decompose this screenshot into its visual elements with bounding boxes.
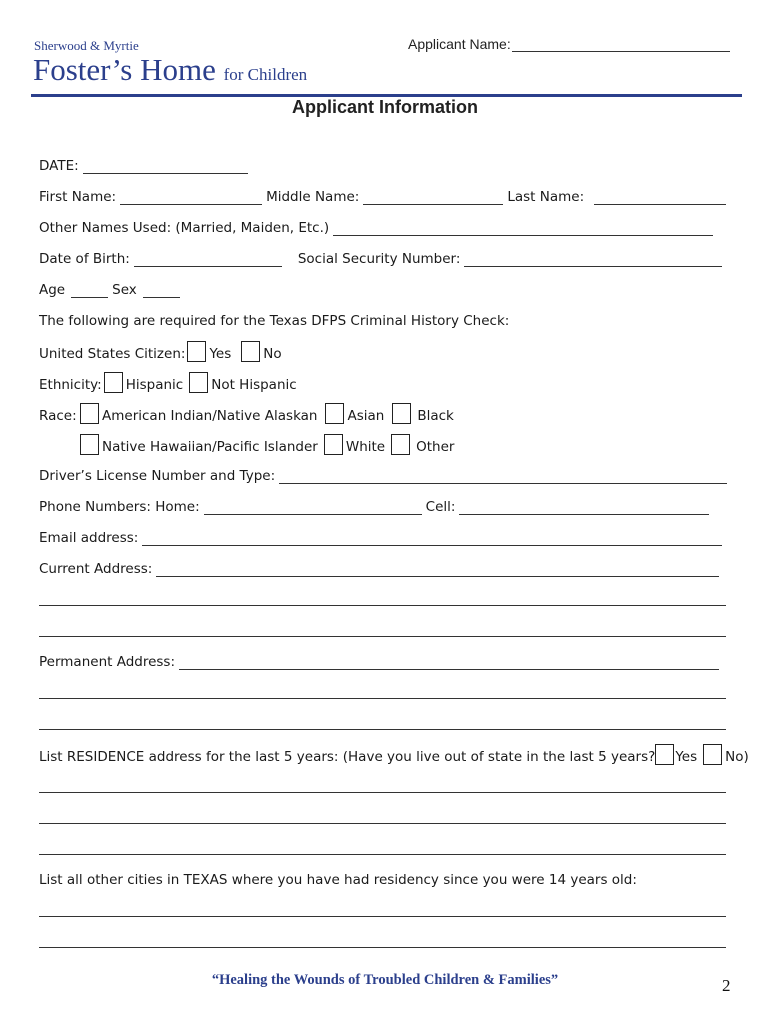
current-address-label: Current Address: bbox=[39, 561, 153, 577]
page-number: 2 bbox=[722, 976, 731, 995]
other-names-label: Other Names Used: (Married, Maiden, Etc.) bbox=[39, 220, 330, 236]
email-input[interactable] bbox=[142, 531, 722, 546]
ssn-input[interactable] bbox=[464, 252, 722, 267]
race-label: Race: bbox=[39, 408, 77, 424]
applicant-name-input[interactable] bbox=[512, 37, 730, 52]
dob-input[interactable] bbox=[134, 252, 282, 267]
black-checkbox[interactable] bbox=[392, 403, 411, 424]
asian-label: Asian bbox=[347, 408, 385, 424]
citizen-row bbox=[39, 340, 282, 362]
middle-name-label: Middle Name: bbox=[266, 189, 360, 205]
sex-input[interactable] bbox=[143, 283, 180, 298]
org-name-small: Sherwood & Myrtie bbox=[34, 38, 139, 53]
citizen-no-label: No bbox=[263, 346, 282, 362]
citizen-no-checkbox[interactable] bbox=[241, 341, 260, 362]
current-address-input[interactable] bbox=[156, 562, 719, 577]
residence-line-1[interactable] bbox=[39, 792, 726, 793]
date-label: DATE: bbox=[39, 158, 79, 174]
other-race-label: Other bbox=[416, 439, 455, 455]
residence-line-3[interactable] bbox=[39, 854, 726, 855]
asian-checkbox[interactable] bbox=[325, 403, 344, 424]
last-name-input[interactable] bbox=[594, 190, 726, 205]
other-race-checkbox[interactable] bbox=[391, 434, 410, 455]
home-phone-label: Phone Numbers: Home: bbox=[39, 499, 200, 515]
hispanic-label: Hispanic bbox=[125, 377, 184, 393]
other-names-input[interactable] bbox=[333, 221, 713, 236]
residence-label: List RESIDENCE address for the last 5 years: (Have you live out of state in the last 5 years? bbox=[39, 749, 656, 765]
phone-row bbox=[39, 495, 709, 515]
not-hispanic-checkbox[interactable] bbox=[189, 372, 208, 393]
name-row bbox=[39, 185, 730, 205]
first-name-input[interactable] bbox=[120, 190, 262, 205]
home-phone-input[interactable] bbox=[204, 500, 422, 515]
permanent-address-input[interactable] bbox=[179, 655, 719, 670]
black-label: Black bbox=[417, 408, 454, 424]
american-indian-checkbox[interactable] bbox=[80, 403, 99, 424]
page-title: Applicant Information bbox=[292, 97, 478, 117]
applicant-name-label: Applicant Name: bbox=[408, 36, 511, 52]
texas-cities-line-2[interactable] bbox=[39, 947, 726, 948]
drivers-license-row bbox=[39, 464, 731, 484]
drivers-license-input[interactable] bbox=[279, 469, 727, 484]
residence-yes-label: Yes bbox=[675, 749, 698, 765]
citizen-yes-label: Yes bbox=[209, 346, 232, 362]
white-label: White bbox=[345, 439, 386, 455]
other-names-row bbox=[39, 216, 717, 236]
cell-phone-input[interactable] bbox=[459, 500, 709, 515]
citizen-label: United States Citizen: bbox=[39, 346, 186, 362]
hispanic-checkbox[interactable] bbox=[104, 372, 123, 393]
residence-line-2[interactable] bbox=[39, 823, 726, 824]
dfps-notice bbox=[39, 309, 509, 329]
sex-label: Sex bbox=[112, 282, 137, 298]
current-address-row bbox=[39, 557, 723, 577]
applicant-name-field bbox=[408, 36, 734, 52]
date-row bbox=[39, 154, 252, 174]
cell-phone-label: Cell: bbox=[425, 499, 456, 515]
residence-no-checkbox[interactable] bbox=[703, 744, 722, 765]
ethnicity-row bbox=[39, 371, 297, 393]
org-name-sub: for Children bbox=[223, 65, 308, 84]
texas-cities-label: List all other cities in TEXAS where you have had residency since you were 14 years old: bbox=[39, 872, 637, 888]
race-row-2 bbox=[39, 433, 454, 455]
dob-label: Date of Birth: bbox=[39, 251, 130, 267]
first-name-label: First Name: bbox=[39, 189, 117, 205]
dob-ssn-row bbox=[39, 247, 726, 267]
white-checkbox[interactable] bbox=[324, 434, 343, 455]
date-input[interactable] bbox=[83, 159, 248, 174]
drivers-license-label: Driver’s License Number and Type: bbox=[39, 468, 276, 484]
age-sex-row bbox=[39, 278, 184, 298]
texas-cities-line-1[interactable] bbox=[39, 916, 726, 917]
middle-name-input[interactable] bbox=[363, 190, 503, 205]
permanent-address-row bbox=[39, 650, 723, 670]
email-label: Email address: bbox=[39, 530, 139, 546]
dfps-notice-text: The following are required for the Texas DFPS Criminal History Check: bbox=[39, 313, 510, 329]
ethnicity-label: Ethnicity: bbox=[39, 377, 102, 393]
texas-cities-row bbox=[39, 868, 637, 888]
native-hawaiian-label: Native Hawaiian/Pacific Islander bbox=[102, 439, 318, 455]
permanent-address-line-3[interactable] bbox=[39, 729, 726, 730]
residence-yes-checkbox[interactable] bbox=[655, 744, 674, 765]
current-address-line-3[interactable] bbox=[39, 636, 726, 637]
native-hawaiian-checkbox[interactable] bbox=[80, 434, 99, 455]
current-address-line-2[interactable] bbox=[39, 605, 726, 606]
race-row-1 bbox=[39, 402, 454, 424]
residence-row bbox=[39, 743, 749, 765]
american-indian-label: American Indian/Native Alaskan bbox=[102, 408, 318, 424]
org-name-main: Foster’s Home bbox=[33, 52, 216, 87]
org-name-large bbox=[33, 54, 307, 85]
footer-quote: “Healing the Wounds of Troubled Children & Families” bbox=[211, 972, 559, 988]
ssn-label: Social Security Number: bbox=[297, 251, 461, 267]
permanent-address-label: Permanent Address: bbox=[39, 654, 176, 670]
not-hispanic-label: Not Hispanic bbox=[211, 377, 297, 393]
residence-no-label: No) bbox=[725, 749, 749, 765]
email-row bbox=[39, 526, 726, 546]
permanent-address-line-2[interactable] bbox=[39, 698, 726, 699]
citizen-yes-checkbox[interactable] bbox=[187, 341, 206, 362]
age-label: Age bbox=[39, 282, 66, 298]
age-input[interactable] bbox=[71, 283, 108, 298]
last-name-label: Last Name: bbox=[507, 189, 585, 205]
